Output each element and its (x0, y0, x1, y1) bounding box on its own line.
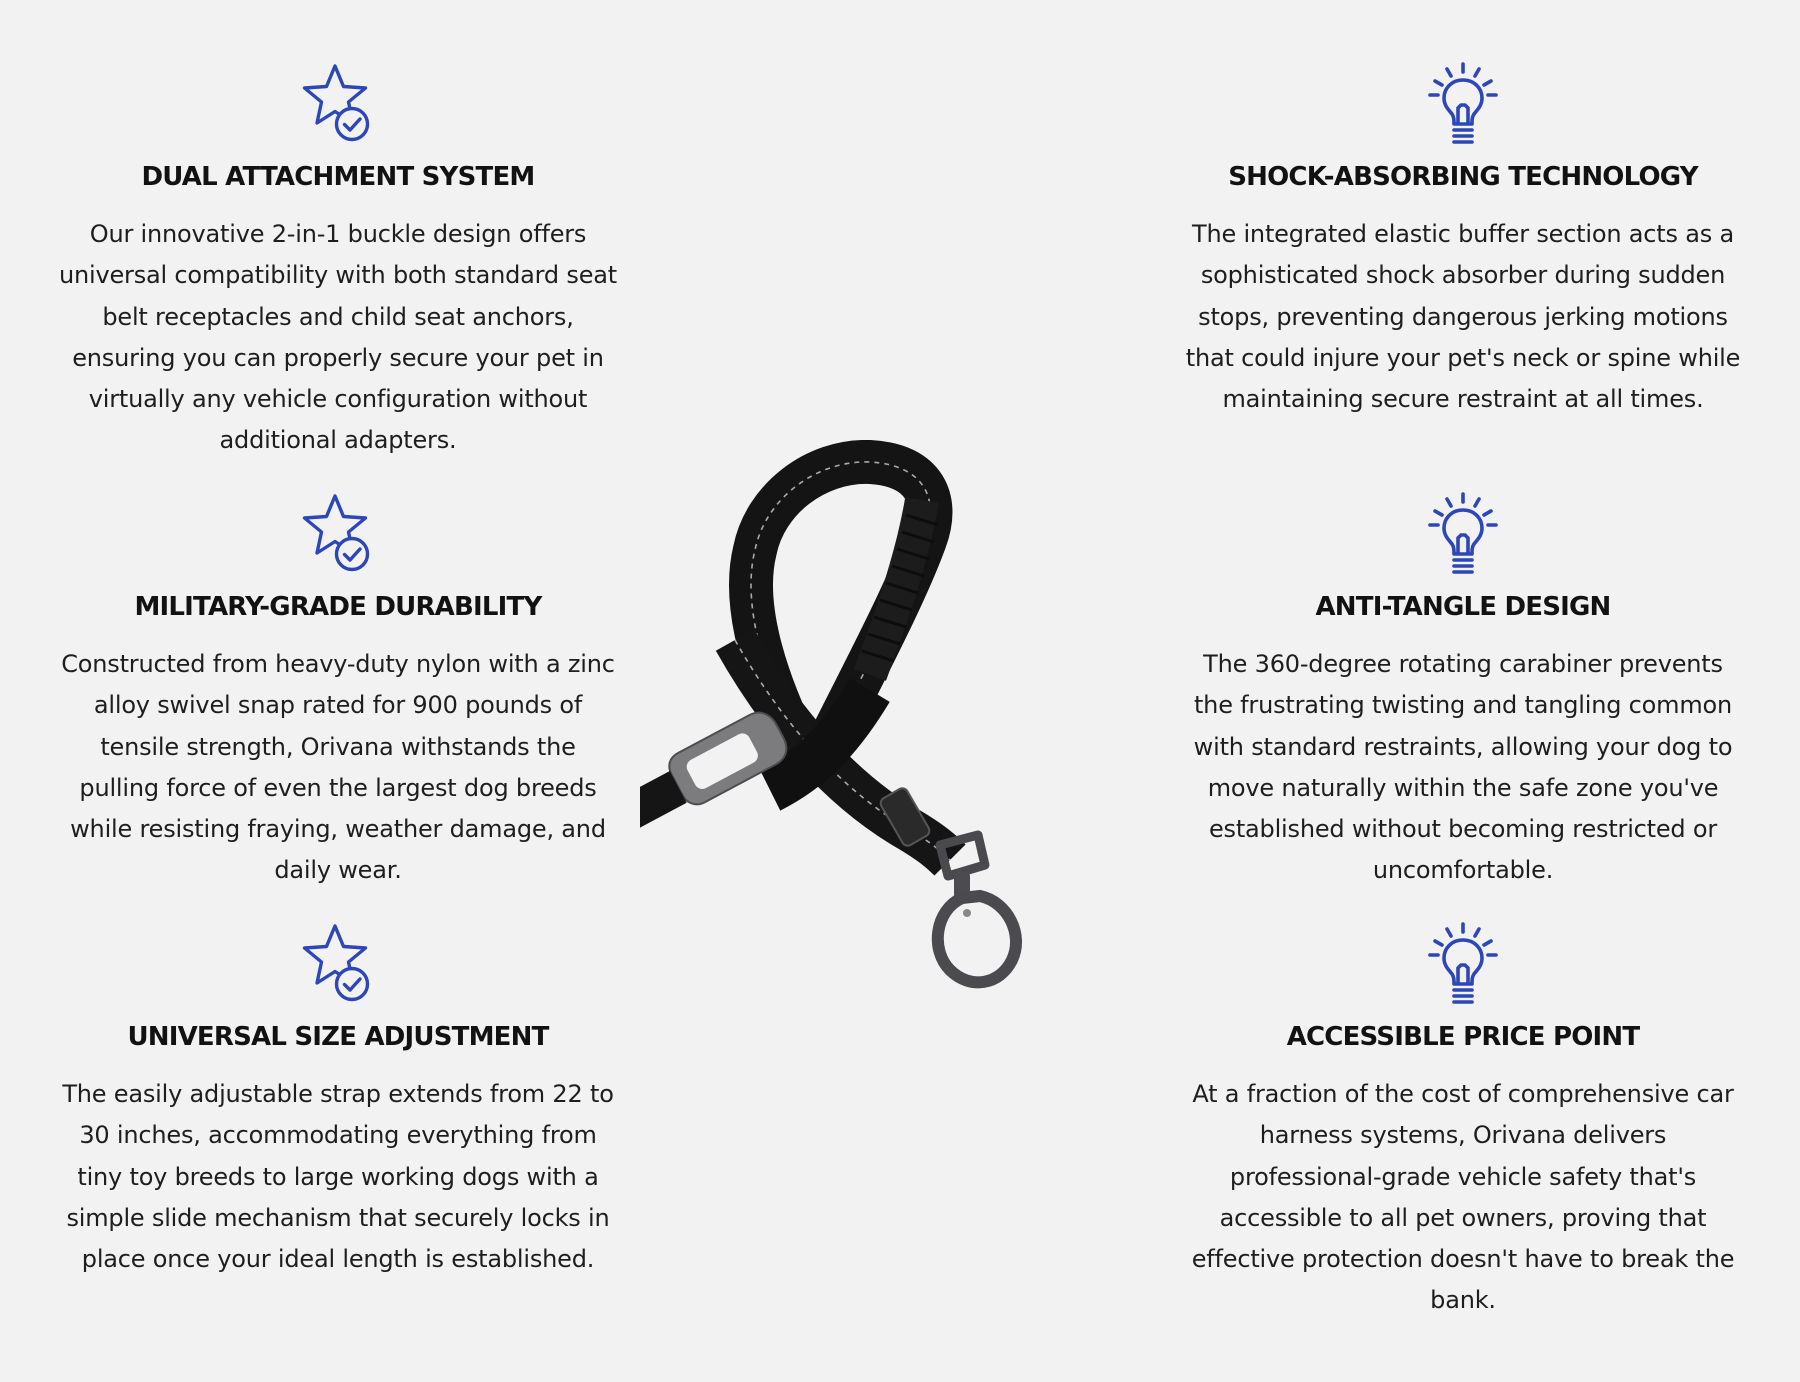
lightbulb-icon (1183, 492, 1743, 582)
star-check-icon (58, 922, 618, 1012)
lightbulb-icon (1183, 922, 1743, 1012)
feature-title: UNIVERSAL SIZE ADJUSTMENT (127, 1022, 549, 1052)
product-image-seat-belt-leash (640, 440, 1160, 1000)
star-check-icon (58, 62, 618, 152)
feature-description: The 360-degree rotating carabiner prevents the frustrating twisting and tangling common with standard restraints, allowing your dog to move naturally within the safe zone you've established without becoming restricted or uncomfortable. (1193, 650, 1733, 885)
feature-description: At a fraction of the cost of comprehensive car harness systems, Orivana delivers professional-grade vehicle safety that's accessible to all pet owners, proving that effective protection doesn't have to break the bank. (1191, 1080, 1735, 1315)
feature-description: Our innovative 2-in-1 buckle design offers universal compatibility with both standard seat belt receptacles and child seat anchors, ensuring you can properly secure your pet in virtually any vehicle configuration without additional adapters. (59, 220, 617, 455)
feature-description: Constructed from heavy-duty nylon with a zinc alloy swivel snap rated for 900 pounds of tensile strength, Orivana withstands the pulling force of even the largest dog breeds while resisting fraying, weather damage, and daily wear. (61, 650, 615, 885)
feature-title: ACCESSIBLE PRICE POINT (1286, 1022, 1640, 1052)
feature-title: MILITARY-GRADE DURABILITY (134, 592, 542, 622)
lightbulb-icon (1183, 62, 1743, 152)
star-check-icon (58, 492, 618, 582)
feature-description: The easily adjustable strap extends from 22 to 30 inches, accommodating everything from tiny toy breeds to large working dogs with a simple slide mechanism that securely locks in place once your ideal length is established. (62, 1080, 614, 1274)
feature-title: DUAL ATTACHMENT SYSTEM (141, 162, 535, 192)
feature-title: SHOCK-ABSORBING TECHNOLOGY (1228, 162, 1698, 192)
feature-title: ANTI-TANGLE DESIGN (1315, 592, 1611, 622)
feature-description: The integrated elastic buffer section acts as a sophisticated shock absorber during sudden stops, preventing dangerous jerking motions that could injure your pet's neck or spine while maintaining secure restraint at all times. (1185, 220, 1741, 414)
